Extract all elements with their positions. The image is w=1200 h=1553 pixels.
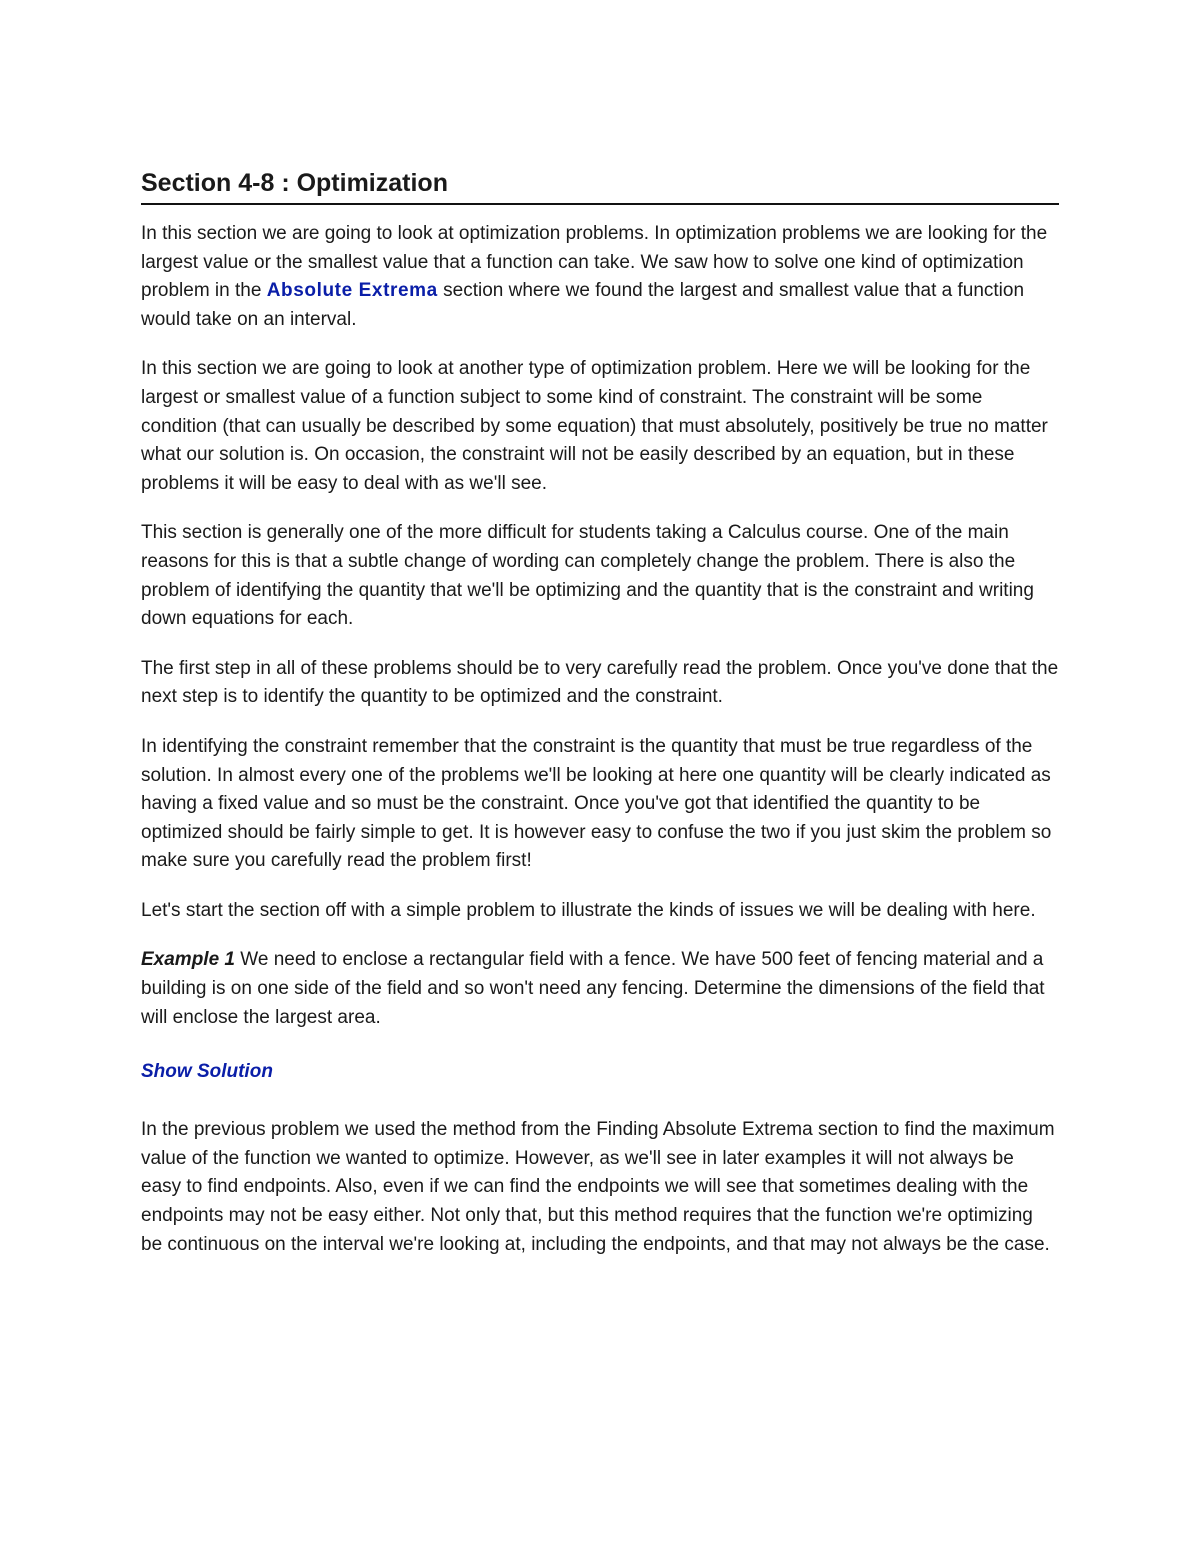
intro-text-end: section where we found the largest and smallest value that a function would take on an interval.	[141, 280, 1025, 330]
example-label: Example 1	[141, 949, 235, 971]
document-page	[141, 166, 1059, 1259]
show-solution-link[interactable]: Show Solution	[141, 1061, 273, 1083]
identifying-constraint-paragraph: In identifying the constraint remember that the constraint is the quantity that must be true regardless of the solution. In almost every one of the problems we'll be looking at here one quantity will be clearly indicated as having a fixed value and so must be the constraint. Once you've got that identified the quantity to be optimized should be fairly simple to get. It is however easy to confuse the two if you just skim the problem so make sure you carefully read the problem first!	[141, 735, 1052, 872]
section-title: Section 4-8 : Optimization	[141, 166, 1059, 205]
start-section-paragraph: Let's start the section off with a simple problem to illustrate the kinds of issues we will be dealing with here.	[141, 899, 1036, 921]
absolute-extrema-link[interactable]: Absolute Extrema	[266, 280, 438, 302]
difficulty-paragraph: This section is generally one of the more difficult for students taking a Calculus course. One of the main reasons for this is that a subtle change of wording can completely change the problem. There is also the problem of identifying the quantity that we'll be optimizing and the quantity that is the constraint and writing down equations for each.	[141, 522, 1034, 630]
intro-text-start: In this section we are going to look at optimization problems. In optimization problems we are looking for the largest value or the smallest value that a function can take. We saw how to solve one kind of optimization problem in the	[141, 223, 1048, 302]
example-text: We need to enclose a rectangular field with a fence. We have 500 feet of fencing material and a building is on one side of the field and so won't need any fencing. Determine the dimensions of the field that will enclose the largest area.	[141, 949, 1045, 1028]
constraint-paragraph: In this section we are going to look at another type of optimization problem. Here we will be looking for the largest or smallest value of a function subject to some kind of constraint. The constraint will be some condition (that can usually be described by some equation) that must absolutely, positively be true no matter what our solution is. On occasion, the constraint will not be easily described by an equation, but in these problems it will be easy to deal with as we'll see.	[141, 358, 1048, 494]
intro-paragraph	[141, 220, 1059, 334]
closing-paragraph: In the previous problem we used the method from the Finding Absolute Extrema section to find the maximum value of the function we wanted to optimize. However, as we'll see in later examples it will not always be easy to find endpoints. Also, even if we can find the endpoints we will see that sometimes dealing with the endpoints may not be easy either. Not only that, but this method requires that the function we're optimizing be continuous on the interval we're looking at, including the endpoints, and that may not always be the case.	[141, 1119, 1055, 1255]
solution-toggle-row	[141, 1032, 1059, 1086]
first-step-paragraph: The first step in all of these problems should be to very carefully read the problem. Once you've done that the next step is to identify the quantity to be optimized and the constraint.	[141, 657, 1059, 708]
example-1-paragraph	[141, 946, 1059, 1032]
